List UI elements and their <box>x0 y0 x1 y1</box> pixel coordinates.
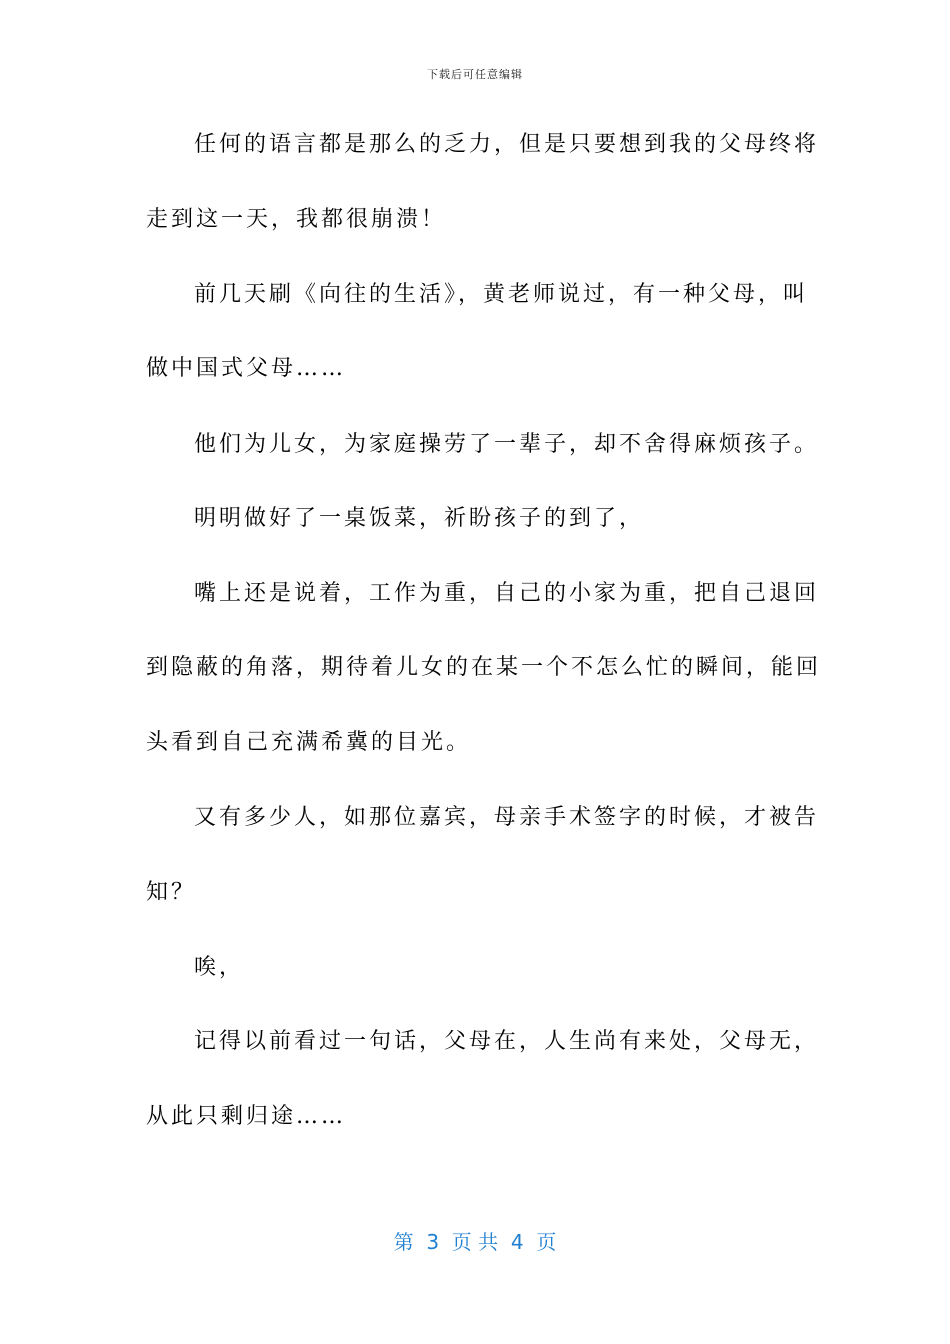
paragraph-line: 从此只剩归途…… <box>146 1104 347 1129</box>
page-number-footer: 第 3 页 共 4 页 <box>393 1230 557 1254</box>
paragraph-line: 知？ <box>146 880 197 905</box>
paragraph-line: 唉， <box>194 955 245 980</box>
paragraph-line: 到隐蔽的角落，期待着儿女的在某一个不怎么忙的瞬间，能回 <box>146 655 822 680</box>
paragraph-line: 记得以前看过一句话，父母在，人生尚有来处，父母无， <box>194 1029 820 1054</box>
paragraph-line: 又有多少人，如那位嘉宾，母亲手术签字的时候，才被告 <box>194 805 820 830</box>
page-header-note: 下载后可任意编辑 <box>427 68 523 81</box>
paragraph-line: 嘴上还是说着，工作为重，自己的小家为重，把自己退回 <box>194 581 820 606</box>
paragraph-line: 做中国式父母…… <box>146 356 347 381</box>
paragraph-line: 头看到自己充满希冀的目光。 <box>146 730 472 755</box>
paragraph-line: 他们为儿女，为家庭操劳了一辈子，却不舍得麻烦孩子。 <box>194 432 820 457</box>
paragraph-line: 走到这一天，我都很崩溃！ <box>146 207 447 232</box>
paragraph-line: 前几天刷《向往的生活》，黄老师说过，有一种父母，叫 <box>194 282 809 307</box>
paragraph-line: 任何的语言都是那么的乏力，但是只要想到我的父母终将 <box>194 132 820 157</box>
paragraph-line: 明明做好了一桌饭菜，祈盼孩子的到了， <box>194 506 645 531</box>
